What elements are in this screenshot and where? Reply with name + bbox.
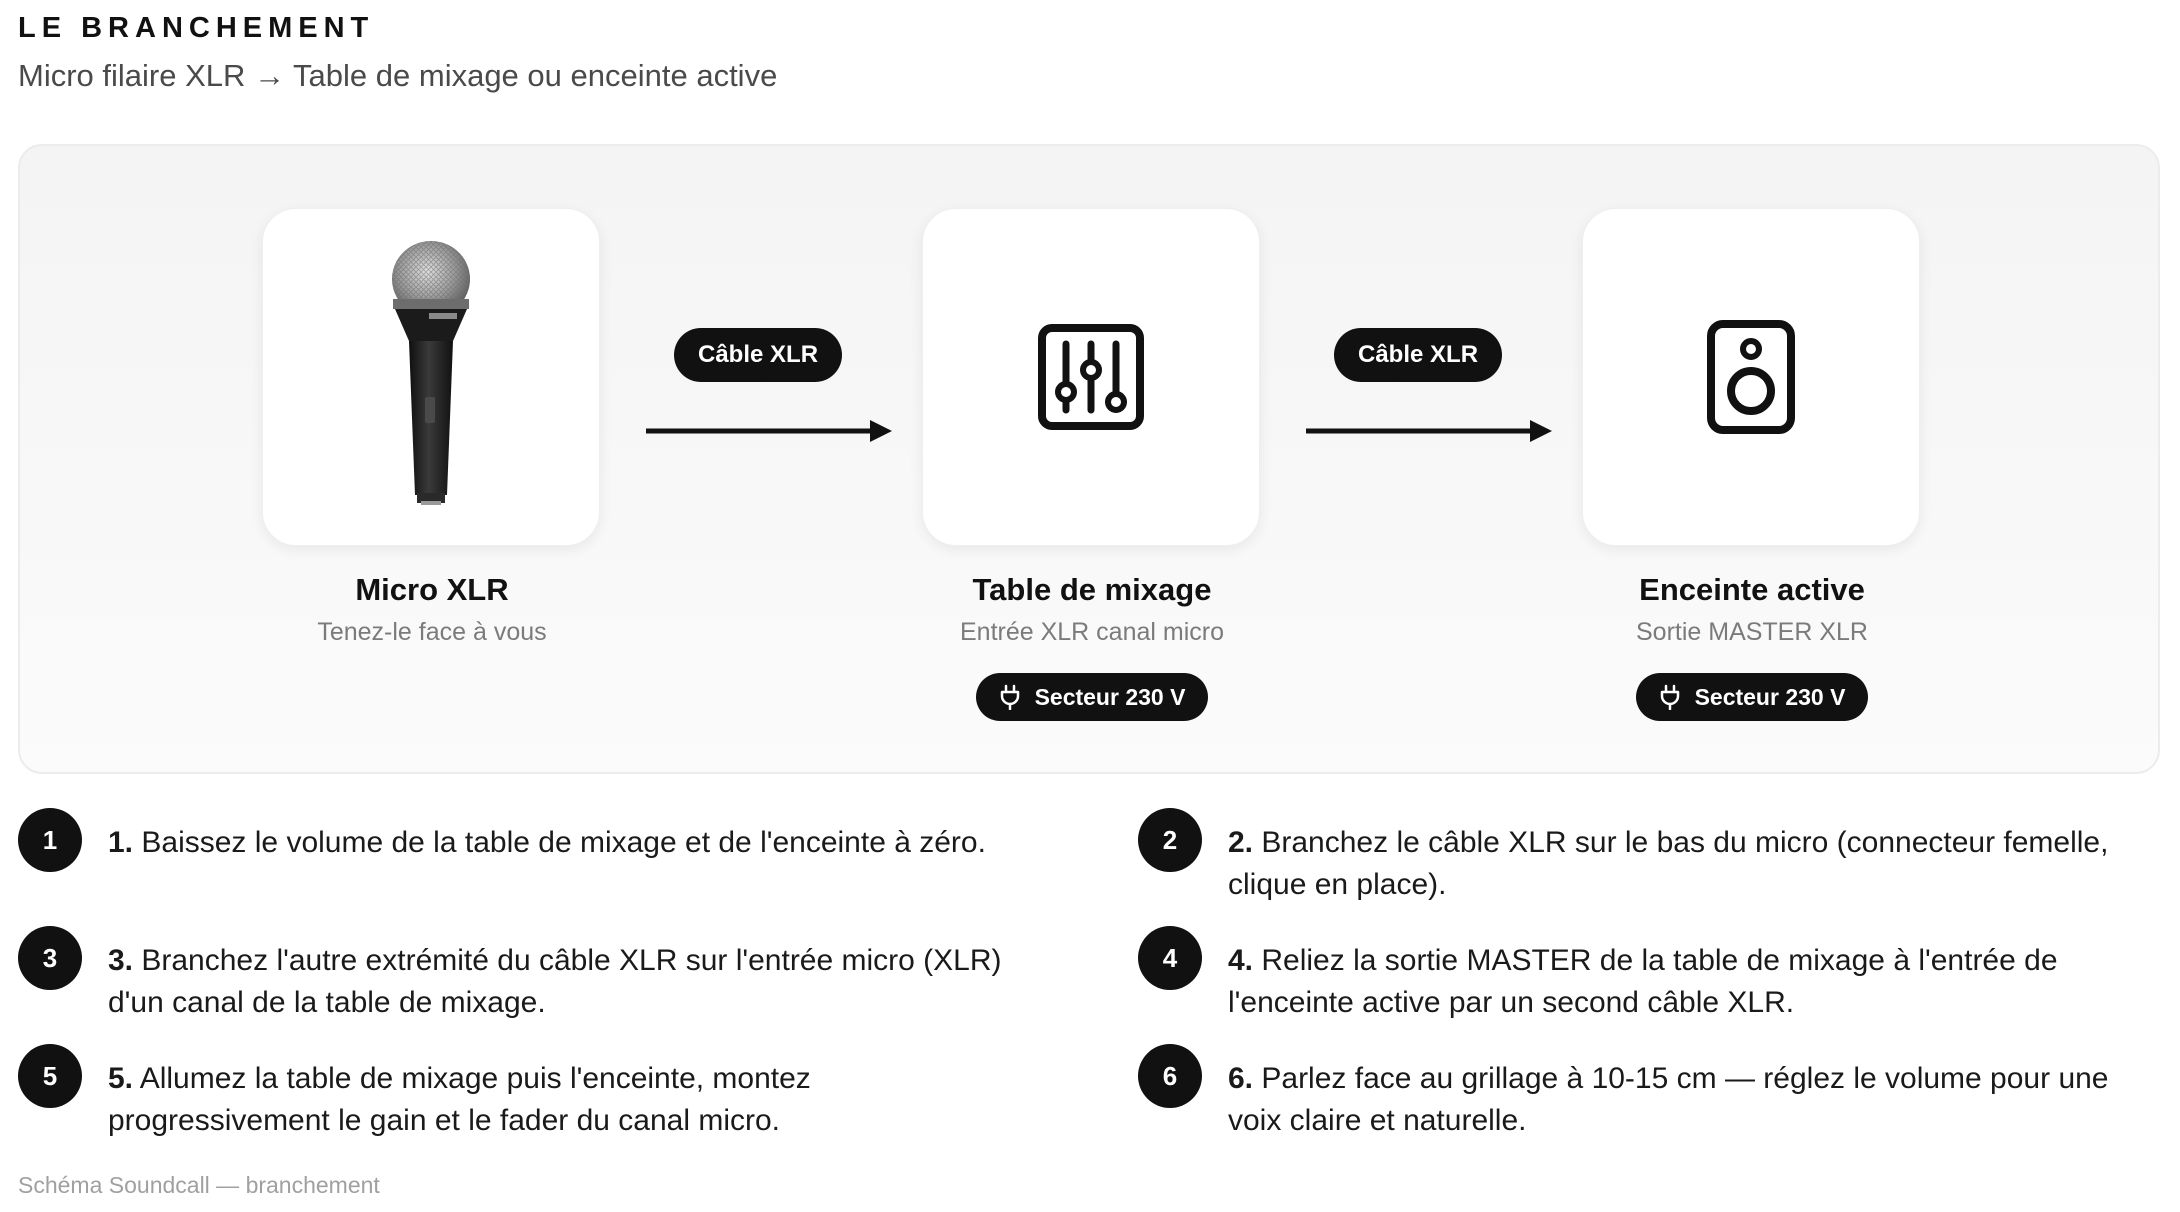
microphone-icon	[371, 237, 491, 517]
step-body: Parlez face au grillage à 10-15 cm — réglez le volume pour une voix claire et naturelle.	[1228, 1062, 2109, 1137]
section-subtitle: Micro filaire XLR → Table de mixage ou enceinte active	[18, 58, 778, 93]
plug-icon	[999, 684, 1021, 710]
node-subtitle: Tenez-le face à vous	[317, 618, 547, 646]
step-number: 5	[18, 1044, 82, 1108]
cable-label: Câble XLR	[1334, 328, 1502, 382]
speaker-icon	[1706, 319, 1796, 435]
step-body: Allumez la table de mixage puis l'enceinte, montez progressivement le gain et le fader du canal micro.	[108, 1062, 811, 1137]
step-body: Reliez la sortie MASTER de la table de mixage à l'entrée de l'enceinte active par un second câble XLR.	[1228, 944, 2058, 1019]
step-item	[18, 808, 1018, 872]
cable-label: Câble XLR	[674, 328, 842, 382]
node-speaker	[1582, 208, 1922, 721]
step-number: 4	[1138, 926, 1202, 990]
node-title: Enceinte active	[1639, 572, 1865, 607]
step-prefix: 4.	[1228, 944, 1254, 977]
step-prefix: 5.	[108, 1062, 134, 1095]
step-prefix: 3.	[108, 944, 134, 977]
step-prefix: 6.	[1228, 1062, 1254, 1095]
step-prefix: 1.	[108, 826, 134, 859]
speaker-card	[1582, 208, 1920, 546]
power-label: Secteur 230 V	[1694, 683, 1846, 710]
step-number: 6	[1138, 1044, 1202, 1108]
step-item	[18, 926, 1018, 1024]
step-text	[108, 822, 986, 872]
plug-icon	[1659, 684, 1681, 710]
step-text	[1228, 940, 2138, 1024]
step-text	[108, 940, 1018, 1024]
node-mixer	[922, 208, 1262, 721]
node-subtitle: Sortie MASTER XLR	[1635, 618, 1868, 646]
power-badge	[976, 673, 1208, 721]
section-eyebrow: LE BRANCHEMENT	[18, 12, 375, 44]
step-text	[1228, 1058, 2138, 1142]
step-number: 1	[18, 808, 82, 872]
step-item	[1138, 1044, 2138, 1142]
node-subtitle: Entrée XLR canal micro	[959, 618, 1224, 646]
connection-diagram	[18, 144, 2160, 774]
mixer-card	[922, 208, 1260, 546]
step-item	[1138, 808, 2138, 906]
step-text	[108, 1058, 1018, 1142]
step-number: 3	[18, 926, 82, 990]
node-title: Table de mixage	[972, 572, 1212, 607]
arrow-right-icon	[644, 416, 894, 446]
step-body: Branchez l'autre extrémité du câble XLR sur l'entrée micro (XLR) d'un canal de la table de mixage.	[108, 944, 1002, 1019]
power-label: Secteur 230 V	[1034, 683, 1186, 710]
mixer-faders-icon	[1036, 322, 1146, 432]
microphone-card	[262, 208, 600, 546]
footer-caption: Schéma Soundcall — branchement	[18, 1172, 380, 1198]
step-body: Baissez le volume de la table de mixage et de l'enceinte à zéro.	[141, 826, 986, 859]
power-badge	[1636, 673, 1868, 721]
step-prefix: 2.	[1228, 826, 1254, 859]
step-item	[18, 1044, 1018, 1142]
step-item	[1138, 926, 2138, 1024]
step-body: Branchez le câble XLR sur le bas du micro (connecteur femelle, clique en place).	[1228, 826, 2109, 901]
step-number: 2	[1138, 808, 1202, 872]
step-text	[1228, 822, 2138, 906]
node-title: Micro XLR	[355, 572, 509, 607]
node-microphone	[262, 208, 602, 647]
arrow-right-icon	[1304, 416, 1554, 446]
